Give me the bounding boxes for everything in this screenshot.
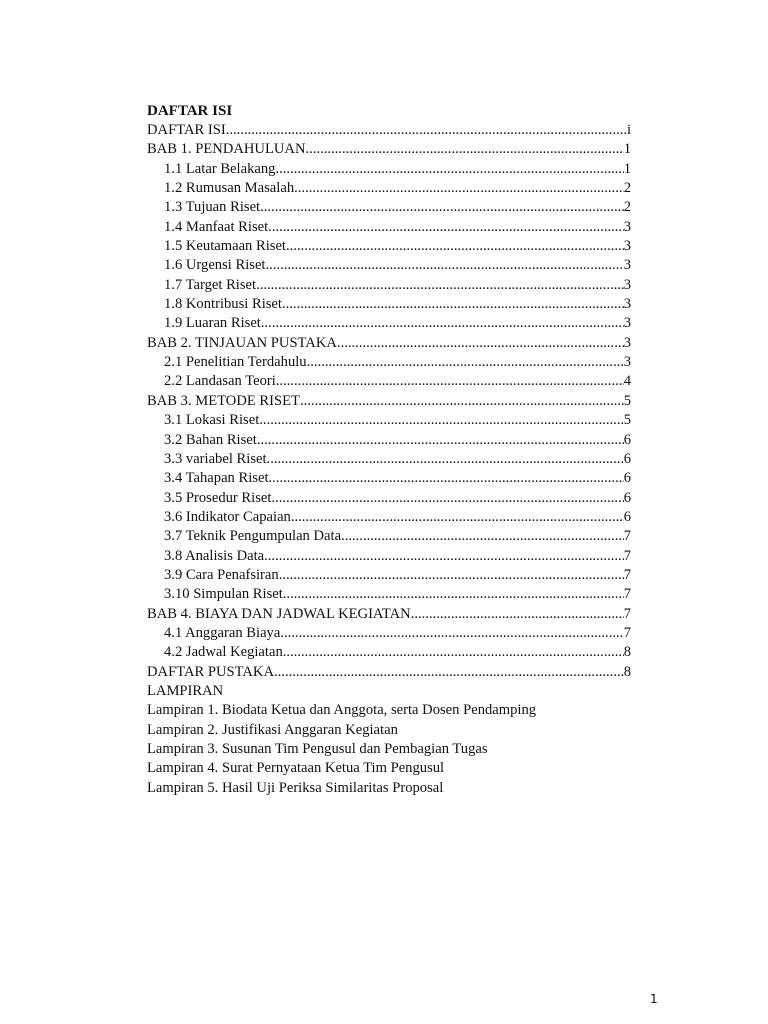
toc-entry xyxy=(147,585,631,604)
toc-entry xyxy=(147,508,631,527)
toc-entry xyxy=(147,276,631,295)
toc-entry-label: BAB 2. TINJAUAN PUSTAKA xyxy=(147,334,337,351)
page-number: 1 xyxy=(650,992,658,1006)
dot-leader xyxy=(268,218,624,237)
toc-entry-page: 6 xyxy=(623,489,631,506)
toc-entry xyxy=(147,160,631,179)
toc-entry-label: 3.4 Tahapan Riset xyxy=(164,470,269,487)
toc-entry-page: 3 xyxy=(623,276,631,293)
toc-entry xyxy=(147,411,631,430)
toc-entry-page: 5 xyxy=(623,412,631,429)
toc-entry-label: 3.6 Indikator Capaian xyxy=(164,508,291,525)
toc-entry-page: 3 xyxy=(623,218,631,235)
toc-entry-page: 3 xyxy=(623,296,631,313)
toc-entry xyxy=(147,218,631,237)
toc-entry-page: i xyxy=(626,122,631,138)
appendix-item-label: Lampiran 3. Susunan Tim Pengusul dan Pembagian Tugas xyxy=(147,741,488,757)
toc-entry-page: 7 xyxy=(623,528,631,545)
toc-entry-label: 4.1 Anggaran Biaya xyxy=(164,624,281,641)
dot-leader xyxy=(283,585,624,604)
toc-entry-page: 7 xyxy=(623,605,631,622)
toc-entry-page: 7 xyxy=(623,547,631,564)
toc-entry-label: 3.8 Analisis Data xyxy=(164,547,265,564)
toc-entry xyxy=(147,237,631,256)
toc-entry-page: 2 xyxy=(623,199,631,216)
appendix-heading-row xyxy=(147,682,631,701)
toc-entry xyxy=(147,314,631,333)
toc-entry xyxy=(147,469,631,488)
toc-entry-page: 6 xyxy=(623,450,631,467)
dot-leader xyxy=(269,469,624,488)
toc-entry-page: 8 xyxy=(623,644,631,661)
toc-entry-label: 3.7 Teknik Pengumpulan Data xyxy=(164,528,342,545)
toc-entry xyxy=(147,256,631,275)
toc-entry xyxy=(147,605,631,624)
toc-entry-page: 4 xyxy=(623,373,631,390)
toc-entry-page: 3 xyxy=(623,257,631,274)
toc-entry-label: 1.5 Keutamaan Riset xyxy=(164,238,286,255)
appendix-item xyxy=(147,701,631,720)
dot-leader xyxy=(300,392,624,411)
toc-entry-label: BAB 1. PENDAHULUAN xyxy=(147,141,306,158)
dot-leader xyxy=(274,663,624,682)
dot-leader xyxy=(257,431,624,450)
toc-entry xyxy=(147,566,631,585)
toc-entry xyxy=(147,643,631,662)
dot-leader xyxy=(306,140,624,159)
dot-leader xyxy=(260,198,624,217)
appendix-heading: LAMPIRAN xyxy=(147,682,224,699)
dot-leader xyxy=(276,372,624,391)
toc-entry-label: DAFTAR PUSTAKA xyxy=(147,663,274,680)
toc-entry xyxy=(147,372,631,391)
toc-entry-label: 1.4 Manfaat Riset xyxy=(164,218,269,235)
toc-entry-page: 7 xyxy=(623,566,631,583)
appendix-item xyxy=(147,721,631,740)
toc-entry-label: 1.1 Latar Belakang xyxy=(164,160,276,177)
dot-leader xyxy=(411,605,624,624)
dot-leader xyxy=(259,411,623,430)
toc-title: DAFTAR ISI xyxy=(147,103,233,119)
toc-entry xyxy=(147,547,631,566)
toc-entry xyxy=(147,334,631,353)
toc-entry xyxy=(147,663,631,682)
dot-leader xyxy=(294,179,624,198)
toc-entry-page: 3 xyxy=(623,238,631,255)
dot-leader xyxy=(279,566,624,585)
toc-entry-page: 6 xyxy=(623,508,631,525)
toc-entry-page: 6 xyxy=(623,470,631,487)
toc-entry-label: BAB 3. METODE RISET xyxy=(147,392,300,409)
toc-entry-page: 7 xyxy=(623,586,631,603)
dot-leader xyxy=(307,353,624,372)
toc-entry-page: 3 xyxy=(623,354,631,371)
toc-entry-page: 6 xyxy=(623,431,631,448)
appendix-item-label: Lampiran 4. Surat Pernyataan Ketua Tim Pengusul xyxy=(147,760,445,777)
toc-entry-page: 7 xyxy=(623,624,631,641)
dot-leader xyxy=(291,508,624,527)
dot-leader xyxy=(283,643,624,662)
toc-entry-label: 1.9 Luaran Riset xyxy=(164,315,261,332)
toc-entry xyxy=(147,527,631,546)
dot-leader xyxy=(337,334,624,353)
toc-entry-label: 2.1 Penelitian Terdahulu xyxy=(164,354,307,371)
toc-entry-label: 3.1 Lokasi Riset xyxy=(164,412,260,429)
toc-entry-label: 1.2 Rumusan Masalah xyxy=(164,180,295,197)
toc-entry-page: 1 xyxy=(623,160,631,177)
toc-entry-label: BAB 4. BIAYA DAN JADWAL KEGIATAN xyxy=(147,605,411,622)
toc-entry-label: 3.3 variabel Riset xyxy=(164,450,267,467)
toc-entry-page: 3 xyxy=(623,315,631,332)
appendix-item xyxy=(147,779,631,798)
dot-leader xyxy=(280,624,623,643)
toc-entry xyxy=(147,392,631,411)
toc-entry-label: 3.2 Bahan Riset xyxy=(164,431,257,448)
toc-entry xyxy=(147,450,631,469)
toc-entry-label: 2.2 Landasan Teori xyxy=(164,373,276,390)
appendix-item xyxy=(147,759,631,778)
toc-entry xyxy=(147,179,631,198)
dot-leader xyxy=(341,527,624,546)
toc-entry xyxy=(147,353,631,372)
toc-entry-label: 1.7 Target Riset xyxy=(164,276,257,293)
toc-entry-label: DAFTAR ISI xyxy=(147,122,226,138)
toc-entry xyxy=(147,431,631,450)
toc-entry-label: 1.3 Tujuan Riset xyxy=(164,199,261,216)
toc-entry-page: 5 xyxy=(623,392,631,409)
appendix-list xyxy=(147,701,631,798)
toc-entry-label: 1.8 Kontribusi Riset xyxy=(164,296,282,313)
dot-leader xyxy=(264,547,624,566)
toc-entry-label: 3.5 Prosedur Riset xyxy=(164,489,272,506)
table-of-contents xyxy=(147,101,631,798)
dot-leader xyxy=(271,489,623,508)
appendix-item-label: Lampiran 5. Hasil Uji Periksa Similaritas Proposal xyxy=(147,779,444,796)
dot-leader xyxy=(261,314,624,333)
toc-entry-page: 8 xyxy=(623,663,631,680)
dot-leader xyxy=(226,121,627,140)
dot-leader xyxy=(265,256,623,275)
toc-entry xyxy=(147,624,631,643)
dot-leader xyxy=(282,295,624,314)
toc-entry-label: 3.9 Cara Penafsiran xyxy=(164,566,279,583)
toc-entry xyxy=(147,295,631,314)
dot-leader xyxy=(267,450,624,469)
toc-entry-label: 3.10 Simpulan Riset xyxy=(164,586,283,603)
toc-entry-label: 4.2 Jadwal Kegiatan xyxy=(164,644,283,661)
toc-entry xyxy=(147,489,631,508)
toc-entry-page: 1 xyxy=(623,141,631,158)
dot-leader xyxy=(275,160,623,179)
toc-entry xyxy=(147,140,631,159)
dot-leader xyxy=(256,276,624,295)
toc-entry-page: 3 xyxy=(623,334,631,351)
dot-leader xyxy=(286,237,624,256)
toc-entry-page: 2 xyxy=(623,180,631,197)
toc-entries xyxy=(147,121,631,682)
appendix-item xyxy=(147,740,631,759)
appendix-item-label: Lampiran 2. Justifikasi Anggaran Kegiatan xyxy=(147,721,398,738)
toc-entry-label: 1.6 Urgensi Riset xyxy=(164,257,266,274)
toc-entry xyxy=(147,121,631,140)
appendix-item-label: Lampiran 1. Biodata Ketua dan Anggota, serta Dosen Pendamping xyxy=(147,702,537,719)
toc-entry xyxy=(147,198,631,217)
